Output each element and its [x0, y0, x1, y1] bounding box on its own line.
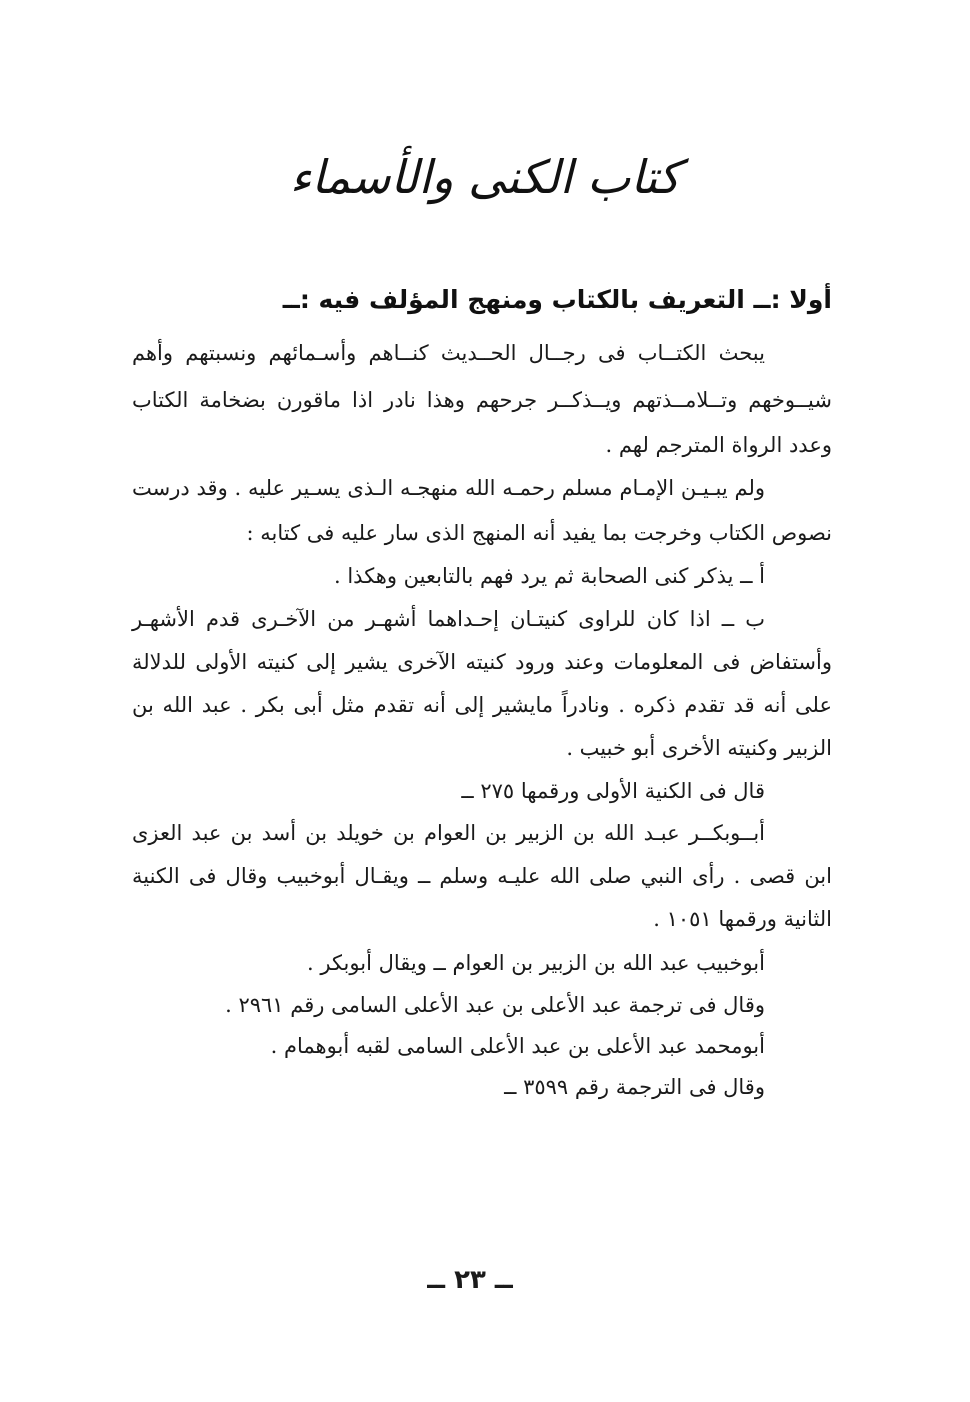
text-line-16: وقال فى ترجمة عبد الأعلى بن عبد الأعلى السامى رقم ٢٩٦١ . [225, 993, 765, 1017]
text-line-2: شيــوخهم وتــلامــذتهم ويــذكــر جرحهم وهذا نادر اذا ماقورن بضخامة الكتاب [132, 388, 832, 412]
page-title: كتاب الكنى والأسماء [289, 150, 681, 204]
text-line-4: ولم يبـيـن الإمـام مسلم رحمـه الله منهجـه الـذى يسـير عليه . وقد درست [132, 476, 765, 500]
text-line-7: ب ــ اذا كان للراوى كنيتـان إحـداهما أشهـر من الآخـرى قدم الأشهـر [132, 607, 765, 631]
text-line-15: أبوخبيب عبد الله بن الزبير بن العوام ــ ويقال أبوبكر . [307, 951, 765, 975]
text-line-11: قال فى الكنية الأولى ورقمها ٢٧٥ ــ [461, 779, 765, 803]
text-line-9: على أنه قد تقدم ذكره . ونادراً مايشير إلى أنه تقدم مثل أبى بكر . عبد الله بن [132, 693, 832, 717]
text-line-13: ابن قصى . رأى النبي صلى الله عليـه وسلم ــ ويقـال أبوخبيب وقال فى الكنية [132, 864, 832, 888]
text-line-3: وعدد الرواة المترجم لهم . [605, 433, 832, 457]
text-line-17: أبومحمد عبد الأعلى بن عبد الأعلى السامى لقبه أبوهمام . [270, 1034, 765, 1058]
text-line-8: وأستفاض فى المعلومات وعند ورود كنيته الآخرى يشير إلى كنيته الأولى للدلالة [132, 650, 832, 674]
text-line-18: وقال فى الترجمة رقم ٣٥٩٩ ــ [504, 1075, 765, 1099]
text-line-10: الزبير وكنيته الأخرى أبو خبيب . [566, 736, 832, 760]
text-line-6: أ ــ يذكر كنى الصحابة ثم يرد فهم بالتابعين وهكذا . [333, 564, 765, 588]
section-heading: أولا :ــ التعريف بالكتاب ومنهج المؤلف فيه :ــ [282, 285, 832, 314]
text-line-1: يبحث الكتــاب فى رجــال الحــديث كنــاهم وأسـمائهم ونسبتهم وأهم [132, 341, 765, 365]
text-line-5: نصوص الكتاب وخرجت بما يفيد أنه المنهج الذى سار عليه فى كتابه : [246, 521, 832, 545]
text-line-12: أبــوبكــر عبـد الله بن الزبير بن العوام بن خويلد بن أسد بن عبد العزى [132, 821, 765, 845]
text-line-14: الثانية ورقمها ١٠٥١ . [653, 907, 832, 931]
page-number: ــ ٢٣ ــ [427, 1265, 513, 1295]
